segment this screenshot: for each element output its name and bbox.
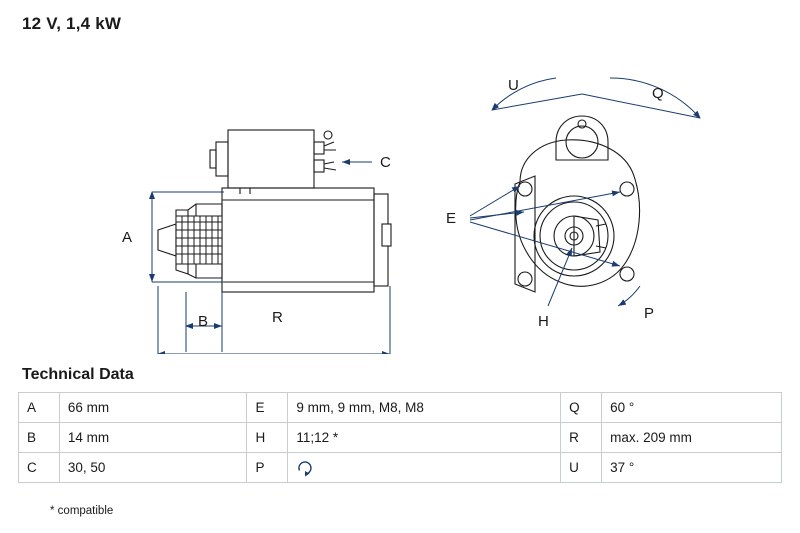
row-value-u: 37 ° (602, 453, 782, 483)
row-key-r: R (561, 423, 602, 453)
technical-data-heading: Technical Data (22, 366, 134, 383)
row-key-a: A (19, 393, 60, 423)
rotation-arrow-icon (296, 459, 314, 477)
side-view-group (158, 130, 391, 292)
dim-label-P: P (644, 305, 655, 322)
table-row (19, 423, 782, 453)
row-key-c: C (19, 453, 60, 483)
dim-label-R: R (272, 309, 283, 326)
row-key-b: B (19, 423, 60, 453)
row-key-p: P (247, 453, 288, 483)
row-key-h: H (247, 423, 288, 453)
row-value-r: max. 209 mm (602, 423, 782, 453)
row-value-a: 66 mm (59, 393, 247, 423)
dim-label-H: H (538, 313, 549, 330)
starter-motor-drawing (0, 34, 800, 354)
dim-label-E: E (446, 210, 457, 227)
page-title: 12 V, 1,4 kW (22, 14, 122, 33)
dim-label-Q: Q (652, 85, 664, 102)
row-value-c: 30, 50 (59, 453, 247, 483)
table-row (19, 393, 782, 423)
end-view-group (515, 116, 640, 292)
dim-label-A: A (122, 229, 133, 246)
technical-data-table (18, 392, 782, 483)
table-row (19, 453, 782, 483)
row-value-h: 11;12 * (288, 423, 561, 453)
row-key-e: E (247, 393, 288, 423)
row-value-e: 9 mm, 9 mm, M8, M8 (288, 393, 561, 423)
row-key-u: U (561, 453, 602, 483)
dim-label-B: B (198, 313, 209, 330)
table-footnote: * compatible (50, 505, 114, 517)
row-value-q: 60 ° (602, 393, 782, 423)
drawing-svg (0, 34, 800, 354)
dim-label-U: U (508, 77, 519, 94)
row-value-b: 14 mm (59, 423, 247, 453)
dim-label-C: C (380, 154, 391, 171)
row-key-q: Q (561, 393, 602, 423)
row-value-p (288, 453, 561, 483)
